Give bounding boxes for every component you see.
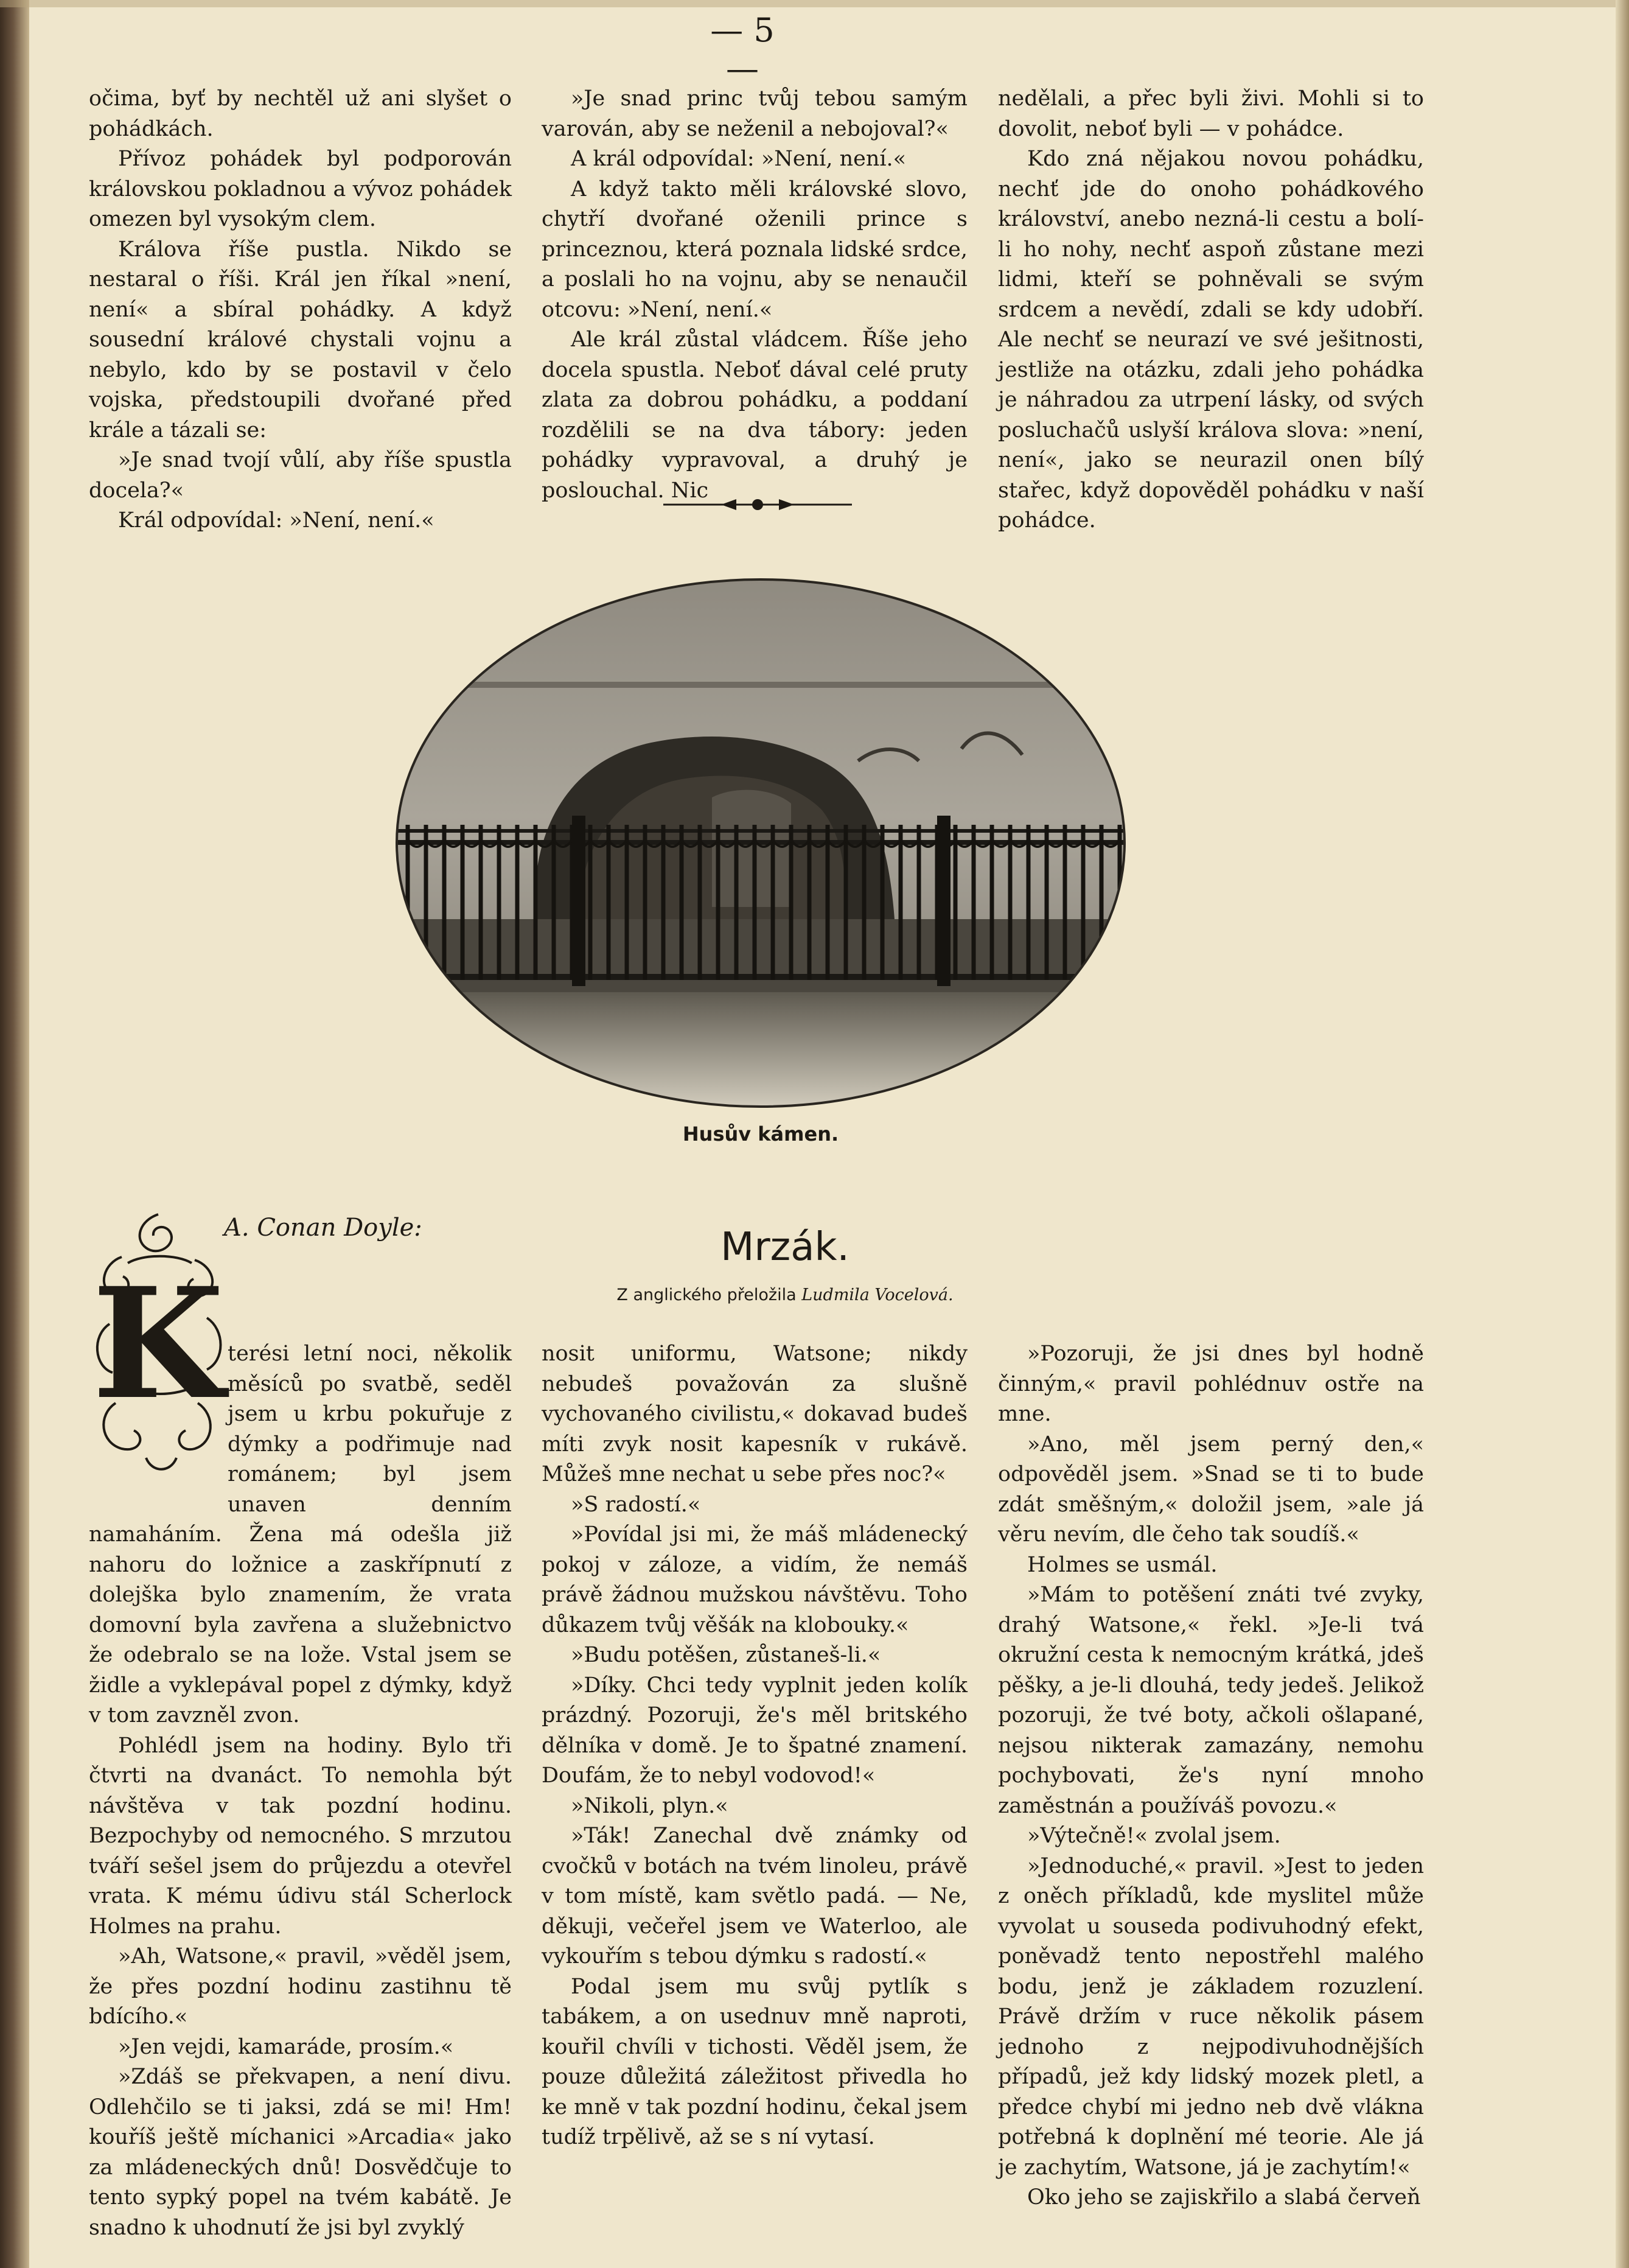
paragraph: »Pozoruji, že jsi dnes byl hodně činným,« pravil pohlédnuv ostře na mne. xyxy=(998,1342,1424,1426)
book-spine xyxy=(0,0,29,2268)
paragraph: »Je snad princ tvůj tebou samým varován, aby se neženil a nebojoval?« xyxy=(542,86,968,141)
paragraph: »Nikoli, plyn.« xyxy=(571,1793,728,1818)
top-column-1 xyxy=(89,84,512,536)
translation-note: Z anglického přeložila xyxy=(616,1286,802,1304)
article-title: Mrzák. xyxy=(720,1225,849,1270)
paragraph: očima, byť by nechtěl už ani slyšet o pohádkách. xyxy=(89,86,512,141)
drop-cap-letter: K xyxy=(92,1254,225,1433)
article-author: A. Conan Doyle: xyxy=(224,1214,422,1242)
paragraph: »Díky. Chci tedy vyplnit jeden kolík prázdný. Pozoruji, že's měl britského dělníka v domě. Je to špatné znamení. Doufám, že to nebyl vodovod!« xyxy=(542,1673,968,1788)
translator-name: Ludmila Vocelová. xyxy=(801,1286,954,1304)
paragraph: Přívoz pohádek byl podporován královskou pokladnou a vývoz pohádek omezen byl vysokým clem. xyxy=(89,147,512,231)
paragraph: »Jednoduché,« pravil. »Jest to jeden z oněch příkladů, kde myslitel může vyvolat u souseda podivuhodný efekt, poněvadž tento nepostřehl malého bodu, jenž je základem rozuzlení. Právě držím v ruce několik pásem jednoho z nejpodivuhodnějších případů, jež kdy lidský mozek pletl, a předce chybí mi jedno neb dvě vlákna potřebná k doplnění mé teorie. Ale já je zachytím, Watsone, já je zachytím!« xyxy=(998,1853,1424,2180)
top-column-2 xyxy=(542,84,968,506)
paragraph: »Povídal jsi mi, že máš mládenecký pokoj v záloze, a vidím, že nemáš právě žádnou mužskou návštěvu. Toho důkazem tvůj věšák na klobouky.« xyxy=(542,1522,968,1637)
article-column-3 xyxy=(998,1339,1424,2213)
paragraph: »Je snad tvojí vůlí, aby říše spustla docela?« xyxy=(89,448,512,503)
paragraph: »Mám to potěšení znáti tvé zvyky, drahý Watsone,« řekl. »Je-li tvá okružní cesta k nemocným krátká, jdeš pěšky, a je-li dlouhá, tedy jedeš. Jelikož pozoruji, že tvé boty, ačkoli ošlapané, nejsou nikterak zamazány, nemohu pochybovati, že's nyní mnoho zaměstnán a používáš povozu.« xyxy=(998,1583,1424,1818)
paragraph: nosit uniformu, Watsone; nikdy nebudeš považován za slušně vychovaného civilistu,« dokavad budeš míti zvyk nosit kapesník v rukávě. Můžeš mne nechat u sebe přes noc?« xyxy=(542,1342,968,1486)
paragraph: A když takto měli královské slovo, chytří dvořané oženili prince s princeznou, která poznala lidské srdce, a poslali ho na vojnu, aby se nenaučil otcovu: »Není, není.« xyxy=(542,177,968,322)
paragraph: Králova říše pustla. Nikdo se nestaral o říši. Král jen říkal »není, není« a sbíral pohádky. A když sousední králové chystali vojnu a nebylo, kdo by se postavil v čelo vojska, předstoupili dvořané před krále a tázali se: xyxy=(89,237,512,443)
paragraph: A král odpovídal: »Není, není.« xyxy=(571,147,907,171)
top-column-3 xyxy=(998,84,1424,536)
paragraph: Ale král zůstal vládcem. Říše jeho docela spustla. Neboť dával celé pruty zlata za dobrou pohádku, a poddaní rozdělili se na dva tábory: jeden pohádky vypravoval, a druhý je poslouchal. Nic xyxy=(542,327,968,503)
paragraph: Holmes se usmál. xyxy=(1027,1552,1218,1577)
hus-stone-photograph xyxy=(396,578,1126,1108)
article-column-2 xyxy=(542,1339,968,2153)
ornamental-drop-cap xyxy=(85,1202,231,1479)
page-right-edge xyxy=(1616,0,1629,2268)
paragraph: Král odpovídal: »Není, není.« xyxy=(118,508,434,533)
paragraph: »Jen vejdi, kamaráde, prosím.« xyxy=(118,2034,454,2059)
paragraph: »Ták! Zanechal dvě známky od cvočků v botách na tvém linoleu, právě v tom místě, kam světlo padá. — Ne, děkuji, večeřel jsem ve Waterloo, ale vykouřím s tebou dýmku s radostí.« xyxy=(542,1824,968,1969)
paragraph: »Ah, Watsone,« pravil, »věděl jsem, že přes pozdní hodinu zastihnu tě bdícího.« xyxy=(89,1944,512,2029)
paragraph: Podal jsem mu svůj pytlík s tabákem, a on usednuv mně naproti, kouřil chvíli v tichosti. Věděl jsem, že pouze důležitá záležitost přivedla ho ke mně v tak pozdní hodinu, čekal jsem tudíž trpělivě, až se s ní vytasí. xyxy=(542,1974,968,2149)
paragraph: »S radostí.« xyxy=(571,1492,701,1517)
paragraph: »Zdáš se překvapen, a není divu. Odlehčilo se ti jaksi, zdá se mi! Hm! kouříš ještě míchanici »Arcadia« jako za mládeneckých dnů! Dosvědčuje to tento sypký popel na tvém kabátě. Je snadno k uhodnutí že jsi byl zvyklý xyxy=(89,2065,512,2240)
photo-caption: Husův kámen. xyxy=(682,1122,839,1146)
section-divider-ornament xyxy=(663,494,852,515)
article-subtitle xyxy=(517,1286,1053,1304)
paragraph: nedělali, a přec byli živi. Mohli si to dovolit, neboť byli — v pohádce. xyxy=(998,86,1424,141)
paragraph: Oko jeho se zajiskřilo a slabá červeň xyxy=(1027,2185,1421,2210)
paragraph: terési letní noci, několik měsíců po svatbě, seděl jsem u krbu pokuřuje z dýmky a podřimuje nad románem; byl jsem unaven denním namaháním. Žena má odešla již nahoru do ložnice a zaskřípnutí z dolejška bylo znamením, že vrata domovní byla zavřena a služebnictvo že odebralo se na lože. Vstal jsem se židle a vyklepával popel z dýmky, když v tom zavzněl zvon. xyxy=(89,1342,512,1727)
paragraph: »Budu potěšen, zůstaneš-li.« xyxy=(571,1643,881,1667)
page-top-edge xyxy=(0,0,1629,7)
paragraph: Pohlédl jsem na hodiny. Bylo tři čtvrti na dvanáct. To nemohla být návštěva v tak pozdní hodinu. Bezpochyby od nemocného. S mrzutou tváří sešel jsem do průjezdu a otevřel vrata. K mému údivu stál Scherlock Holmes na prahu. xyxy=(89,1733,512,1939)
paragraph: »Ano, měl jsem perný den,« odpověděl jsem. »Snad se ti to bude zdát směšným,« doložil jsem, »ale já věru nevím, dle čeho tak soudíš.« xyxy=(998,1432,1424,1547)
page-number: — 5 — xyxy=(710,11,775,88)
paragraph: »Výtečně!« zvolal jsem. xyxy=(1027,1824,1281,1848)
paragraph: Kdo zná nějakou novou pohádku, nechť jde do onoho pohádkového království, anebo nezná-li cestu a bolí-li ho nohy, nechť aspoň zůstane mezi lidmi, kteří se pohněvali se svým srdcem a nevědí, zdali se kdy udobří. Ale nechť se neurazí ve své ješitnosti, jestliže na otázku, zdali jeho pohádka je náhradou za utrpení lásky, od svých posluchačů uslyší králova slova: »není, není«, jako se neurazil onen bílý stařec, když dopověděl pohádku v naší pohádce. xyxy=(998,147,1424,533)
